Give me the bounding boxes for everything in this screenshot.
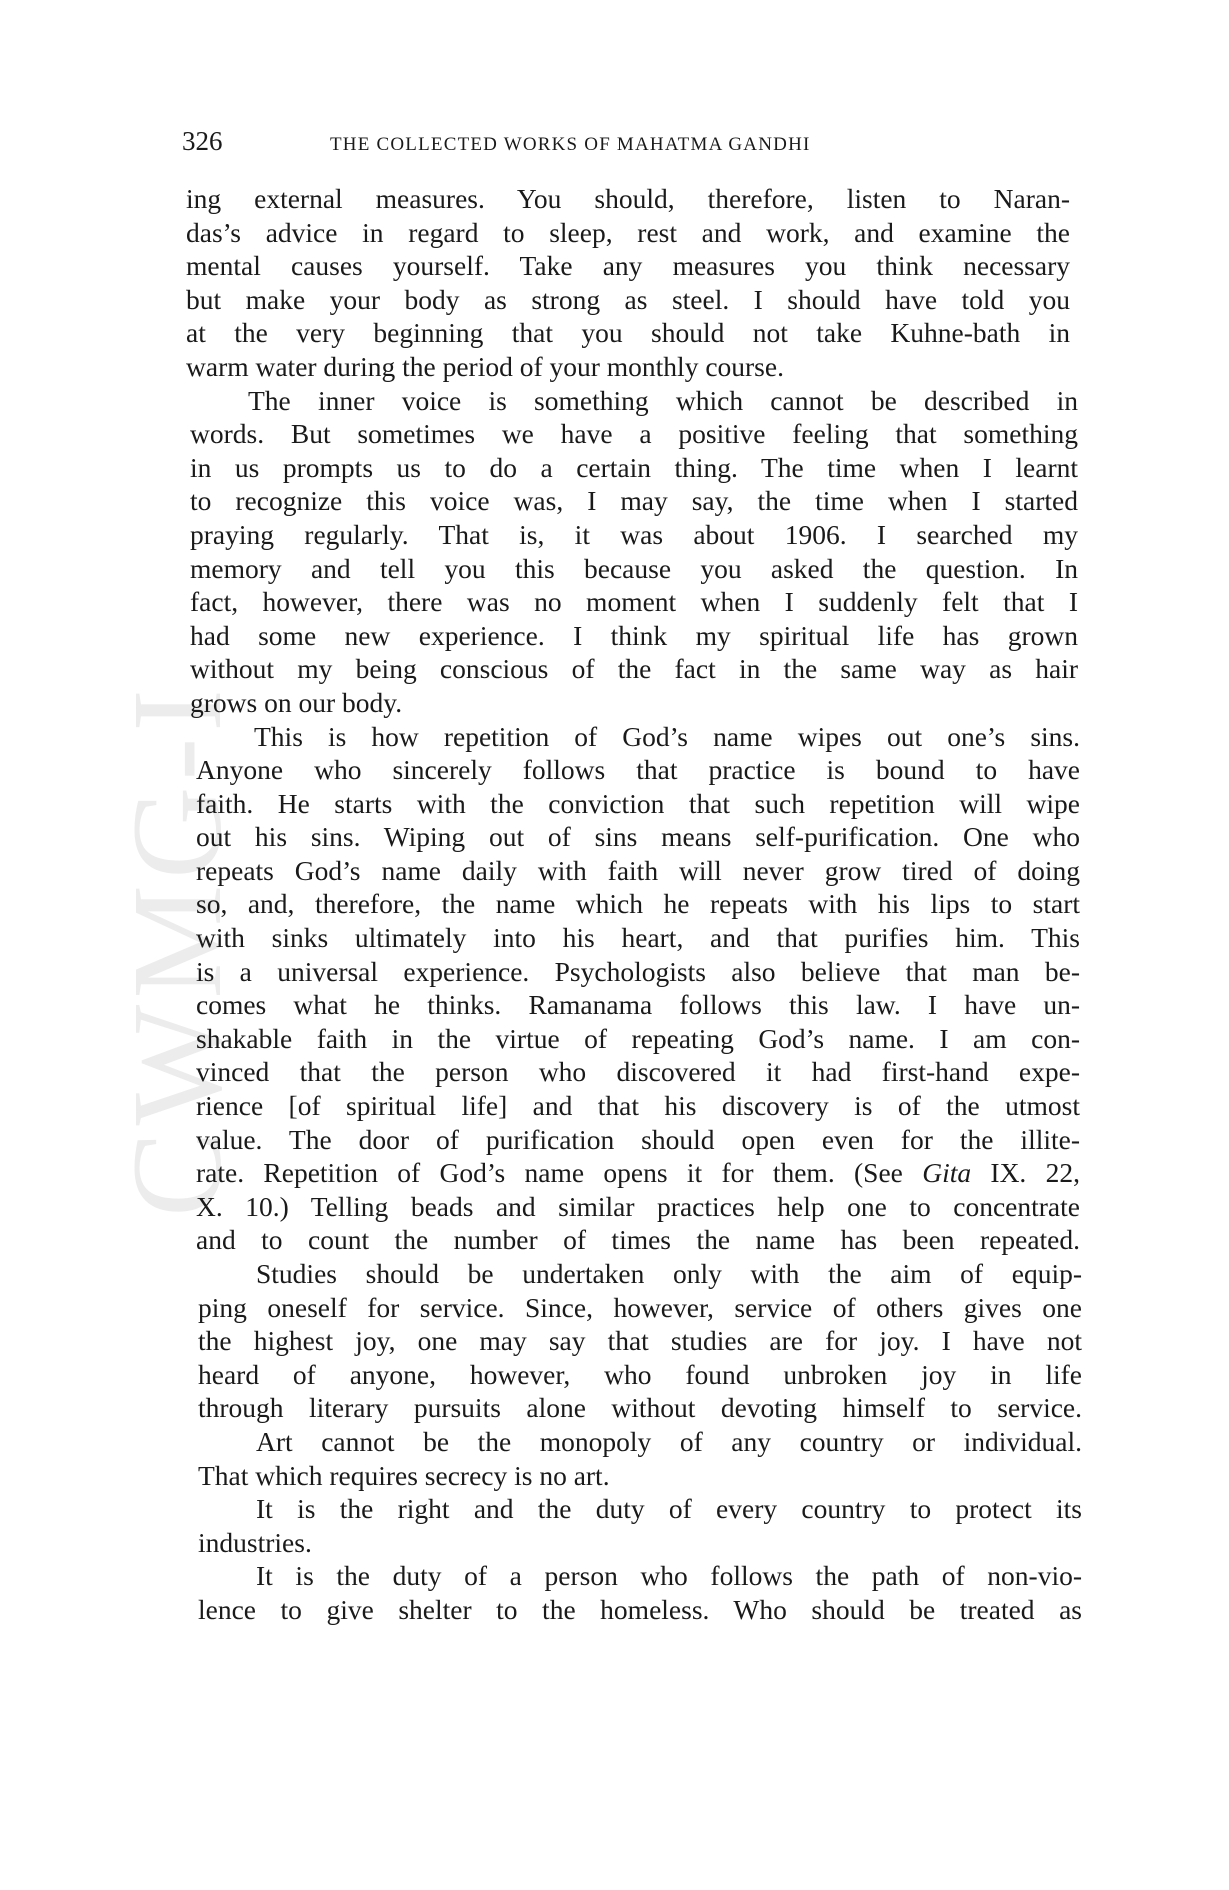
text-line: at the very beginning that you should not take Kuhne-bath in [186,317,1070,349]
text-line: the highest joy, one may say that studies are for joy. I have not [198,1325,1082,1357]
text-line: comes what he thinks. Ramanama follows this law. I have un- [196,989,1080,1021]
text-line: with sinks ultimately into his heart, and that purifies him. This [196,922,1080,954]
text-line: but make your body as strong as steel. I should have told you [186,283,1070,315]
text-line: value. The door of purification should open even for the illite- [196,1123,1080,1155]
text-line: repeats God’s name daily with faith will never grow tired of doing [196,854,1080,886]
text-line: without my being conscious of the fact in the same way as hair [190,653,1078,685]
text-line: had some new experience. I think my spiritual life has grown [190,619,1078,651]
text-line: so, and, therefore, the name which he repeats with his lips to start [196,888,1080,920]
text-line: rience [of spiritual life] and that his discovery is of the utmost [196,1090,1080,1122]
text-line: shakable faith in the virtue of repeating God’s name. I am con- [196,1022,1080,1054]
text-line: words. But sometimes we have a positive feeling that something [190,418,1078,450]
text-line: grows on our body. [190,686,403,718]
text-line: to recognize this voice was, I may say, the time when I started [190,485,1078,517]
text-line: It is the right and the duty of every country to protect its [256,1493,1082,1525]
page-header [182,126,1082,166]
body-text [0,182,1229,1627]
text-line: Art cannot be the monopoly of any country or individual. [256,1425,1082,1457]
text-line: ing external measures. You should, therefore, listen to Naran- [186,183,1070,214]
text-line: fact, however, there was no moment when I suddenly felt that I [190,586,1078,618]
text-line: X. 10.) Telling beads and similar practices help one to concentrate [196,1190,1080,1222]
text-line: das’s advice in regard to sleep, rest and work, and examine the [186,216,1070,248]
text-line: Anyone who sincerely follows that practice is bound to have [196,754,1080,786]
text-line: is a universal experience. Psychologists also believe that man be- [196,955,1080,987]
text-line: and to count the number of times the name has been repeated. [196,1224,1080,1256]
text-line: memory and tell you this because you asked the question. In [190,552,1078,584]
text-line: rate. Repetition of God’s name opens it for them. (See Gita IX. 22, [196,1157,1080,1189]
text-line: The inner voice is something which cannot be described in [248,384,1078,416]
text-line: lence to give shelter to the homeless. Who should be treated as [198,1593,1082,1625]
running-title: THE COLLECTED WORKS OF MAHATMA GANDHI [330,134,811,155]
text-line: It is the duty of a person who follows the path of non-vio- [256,1560,1082,1592]
text-line: That which requires secrecy is no art. [198,1459,610,1491]
text-line: in us prompts us to do a certain thing. The time when I learnt [190,451,1078,483]
text-line: vinced that the person who discovered it had first-hand expe- [196,1056,1080,1088]
text-line: through literary pursuits alone without devoting himself to service. [198,1392,1082,1424]
text-line: Studies should be undertaken only with the aim of equip- [256,1258,1082,1289]
text-line: out his sins. Wiping out of sins means self-purification. One who [196,821,1080,853]
text-line: This is how repetition of God’s name wipes out one’s sins. [254,720,1080,752]
gita-title: Gita [922,1157,972,1189]
text-line: praying regularly. That is, it was about 1906. I searched my [190,518,1078,550]
text-line: ping oneself for service. Since, however, service of others gives one [198,1291,1082,1323]
page-number: 326 [182,126,223,156]
text-line: faith. He starts with the conviction that such repetition will wipe [196,787,1080,819]
text-line: mental causes yourself. Take any measures you think necessary [186,250,1070,282]
text-line: warm water during the period of your monthly course. [186,350,784,382]
text-line: heard of anyone, however, who found unbroken joy in life [198,1358,1082,1390]
watermark: CWMG-I [106,683,248,1217]
text-line: industries. [198,1526,312,1558]
